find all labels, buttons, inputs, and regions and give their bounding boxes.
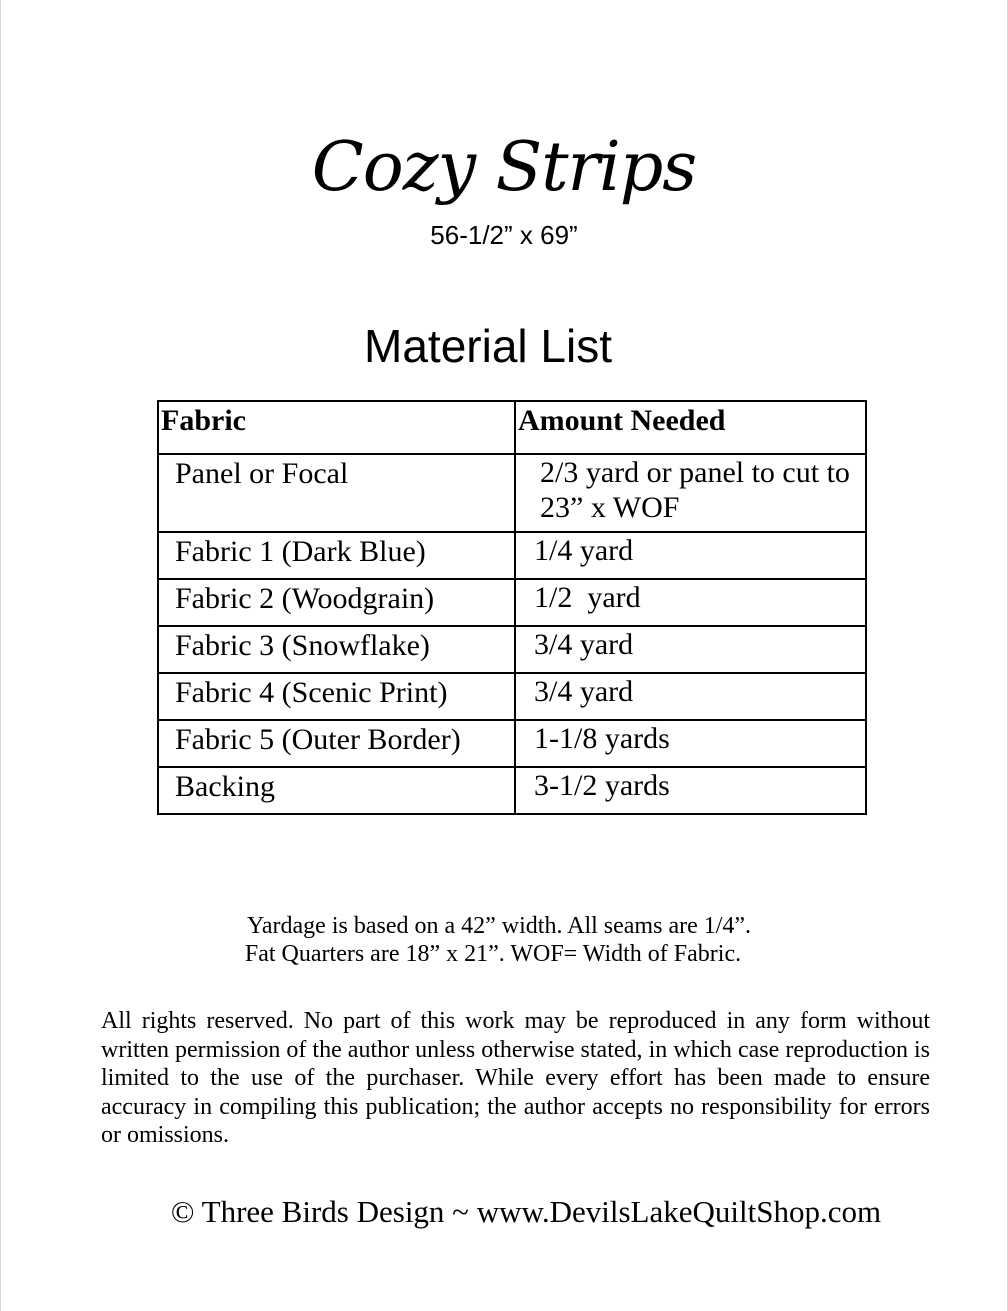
copyright-footer: © Three Birds Design ~ www.DevilsLakeQuiltShop.com [170, 1194, 882, 1229]
amount-cell: 3/4 yard [515, 673, 866, 720]
table-row [158, 767, 866, 814]
yardage-note: Yardage is based on a 42” width. All seams are 1/4”. [246, 913, 752, 939]
amount-cell: 2/3 yard or panel to cut to 23” x WOF [515, 454, 866, 532]
fabric-column-header: Fabric [158, 401, 515, 454]
amount-cell: 1/4 yard [515, 532, 866, 579]
table-row [158, 532, 866, 579]
table-row [158, 579, 866, 626]
amount-cell: 3/4 yard [515, 626, 866, 673]
fabric-cell: Fabric 2 (Woodgrain) [158, 579, 515, 626]
amount-cell: 1/2 yard [515, 579, 866, 626]
fabric-cell: Fabric 1 (Dark Blue) [158, 532, 515, 579]
fabric-cell: Fabric 5 (Outer Border) [158, 720, 515, 767]
quilt-dimensions: 56-1/2” x 69” [430, 220, 578, 250]
fabric-cell: Fabric 3 (Snowflake) [158, 626, 515, 673]
amount-column-header: Amount Needed [515, 401, 866, 454]
fat-quarter-note: Fat Quarters are 18” x 21”. WOF= Width of Fabric. [244, 941, 742, 967]
table-row [158, 673, 866, 720]
table-row [158, 626, 866, 673]
table-header-row [158, 401, 866, 454]
pattern-title: Cozy Strips [311, 128, 697, 207]
fabric-cell: Fabric 4 (Scenic Print) [158, 673, 515, 720]
material-table [157, 400, 867, 815]
fabric-cell: Backing [158, 767, 515, 814]
amount-cell: 1-1/8 yards [515, 720, 866, 767]
rights-reserved-paragraph: All rights reserved. No part of this work may be reproduced in any form without written permission of the author unless otherwise stated, in which case reproduction is limited to the use of the purchaser. While every effort has been made to ensure accuracy in compiling this publication; the author accepts no responsibility for errors or omissions. [101, 1008, 930, 1148]
fabric-cell: Panel or Focal [158, 454, 515, 532]
amount-cell: 3-1/2 yards [515, 767, 866, 814]
material-list-heading: Material List [364, 320, 612, 372]
table-row [158, 454, 866, 532]
table-row [158, 720, 866, 767]
